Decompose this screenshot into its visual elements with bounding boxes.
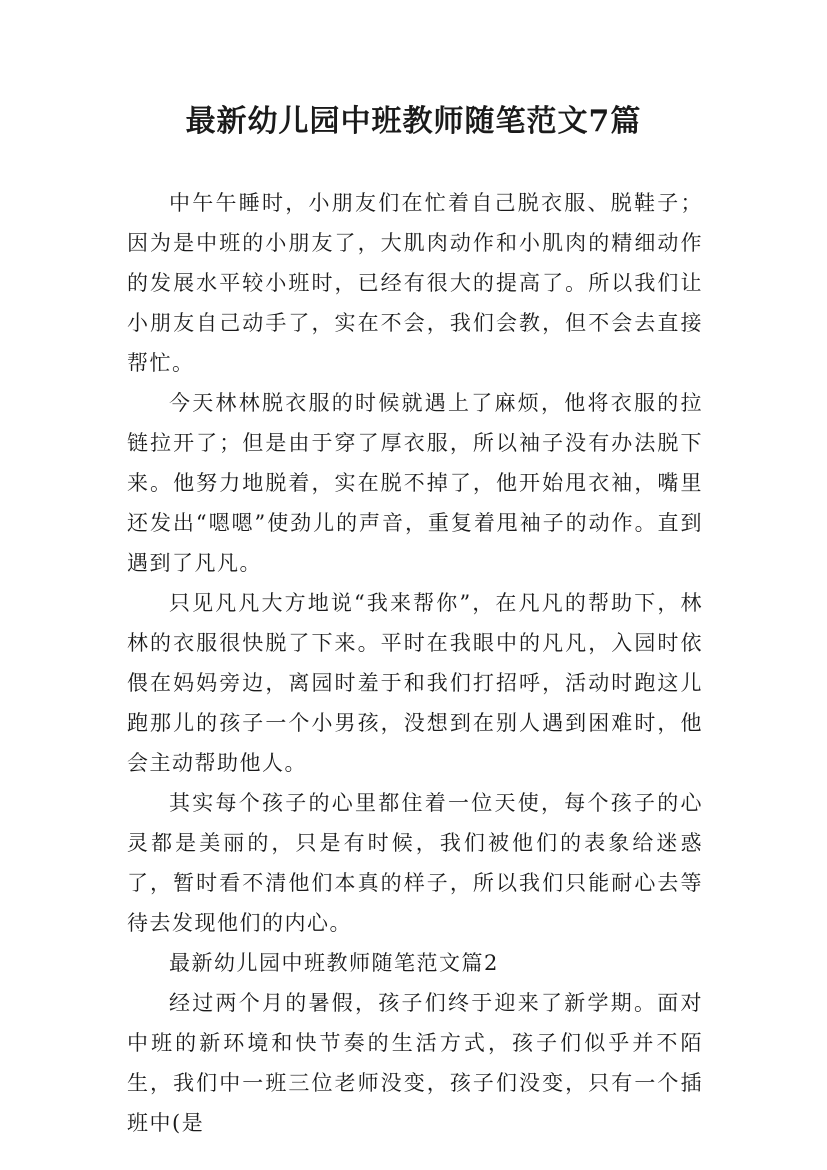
document-title: 最新幼儿园中班教师随笔范文7篇 <box>185 104 642 139</box>
section-heading-article-2: 最新幼儿园中班教师随笔范文篇2 <box>169 951 499 975</box>
paragraph-linlin-trouble: 今天林林脱衣服的时候就遇上了麻烦，他将衣服的拉链拉开了；但是由于穿了厚衣服，所以袖子没有办法脱下来。他努力地脱着，实在脱不掉了，他开始甩衣袖，嘴里还发出“嗯嗯”使劲儿的声音，重复着甩袖子的动作。直到遇到了凡凡。 <box>127 391 703 575</box>
paragraph-fanfan-helps: 只见凡凡大方地说“我来帮你”，在凡凡的帮助下，林林的衣服很快脱了下来。平时在我眼中的凡凡，入园时依偎在妈妈旁边，离园时羞于和我们打招呼，活动时跑这儿跑那儿的孩子一个小男孩，没想到在别人遇到困难时，他会主动帮助他人。 <box>127 591 703 775</box>
paragraph-nap-time: 中午午睡时，小朋友们在忙着自己脱衣服、脱鞋子；因为是中班的小朋友了，大肌肉动作和小肌肉的精细动作的发展水平较小班时，已经有很大的提高了。所以我们让小朋友自己动手了，实在不会，我们会教，但不会去直接帮忙。 <box>127 191 703 375</box>
paragraph-angel-reflection: 其实每个孩子的心里都住着一位天使，每个孩子的心灵都是美丽的，只是有时候，我们被他们的表象给迷惑了，暂时看不清他们本真的样子，所以我们只能耐心去等待去发现他们的内心。 <box>127 791 703 935</box>
paragraph-new-semester: 经过两个月的暑假，孩子们终于迎来了新学期。面对中班的新环境和快节奏的生活方式，孩子们似乎并不陌生，我们中一班三位老师没变，孩子们没变，只有一个插班中(是 <box>127 991 703 1135</box>
document-body <box>127 183 703 1143</box>
